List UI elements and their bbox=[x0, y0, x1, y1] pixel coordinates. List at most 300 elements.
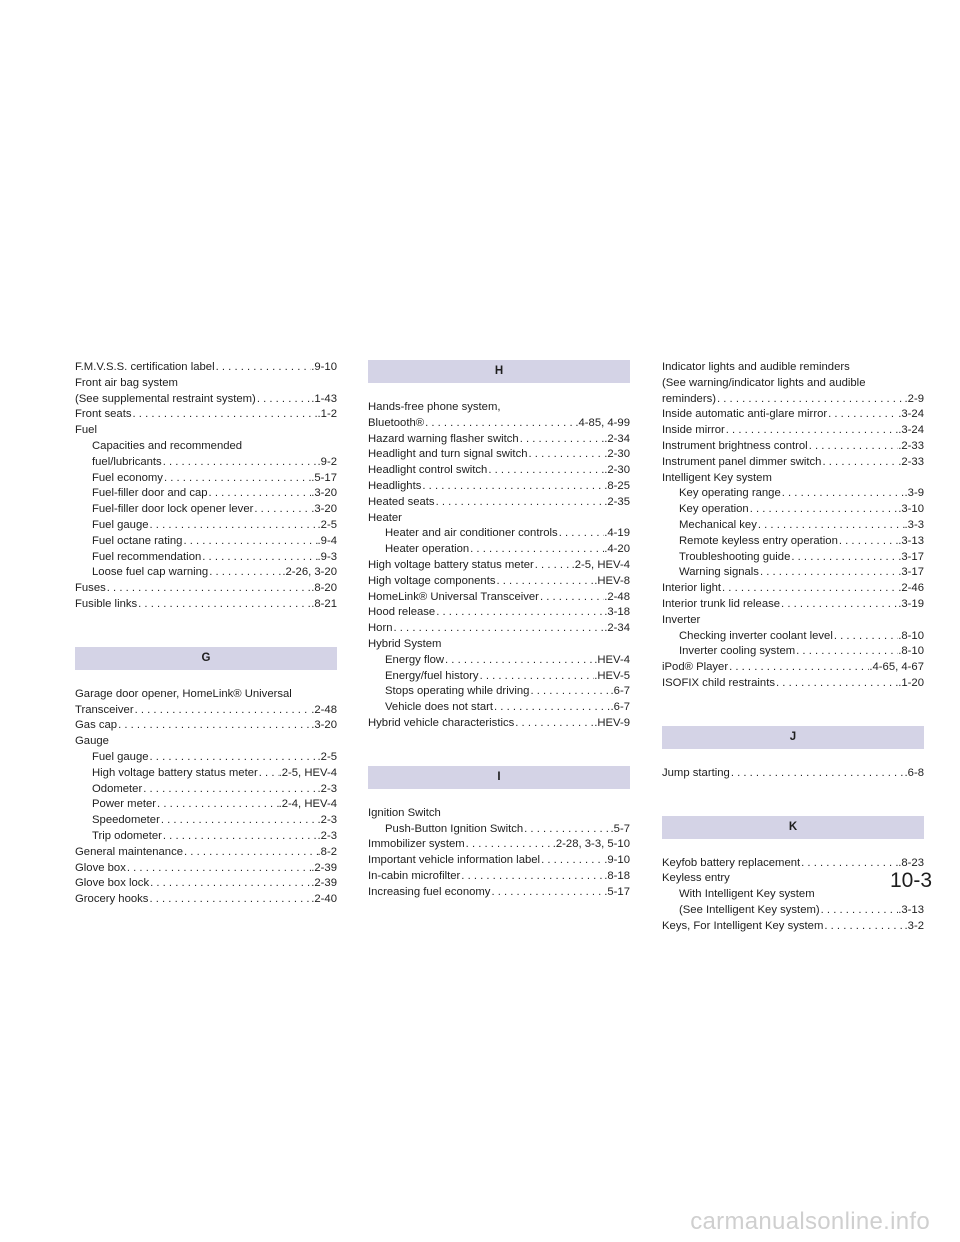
entry-group-h bbox=[368, 400, 630, 732]
entry-page-ref: .HEV-4 bbox=[594, 653, 630, 666]
dot-leader bbox=[132, 407, 318, 423]
entry-term: Fuel octane rating bbox=[92, 534, 183, 547]
dot-leader bbox=[820, 903, 899, 919]
entry-term: Inverter cooling system bbox=[679, 645, 796, 658]
entry-page-ref: .8-21 bbox=[311, 597, 337, 610]
entry-group-i bbox=[368, 806, 630, 901]
dot-leader bbox=[149, 750, 318, 766]
index-entry bbox=[75, 471, 337, 487]
dot-leader bbox=[421, 479, 604, 495]
entry-term: Headlight control switch bbox=[368, 464, 488, 477]
index-entry bbox=[368, 605, 630, 621]
dot-leader bbox=[730, 766, 905, 782]
entry-term: Speedometer bbox=[92, 814, 160, 827]
entry-term: Heater and air conditioner controls bbox=[385, 527, 558, 540]
dot-leader bbox=[780, 597, 898, 613]
entry-page-ref: .1-20 bbox=[898, 676, 924, 689]
entry-term: Fuses bbox=[75, 582, 106, 595]
entry-group-k bbox=[662, 856, 924, 935]
dot-leader bbox=[156, 797, 279, 813]
dot-leader bbox=[795, 644, 898, 660]
dot-leader bbox=[725, 423, 898, 439]
index-entry bbox=[75, 703, 337, 719]
index-entry bbox=[75, 813, 337, 829]
index-entry bbox=[75, 455, 337, 471]
entry-term: Fuel gauge bbox=[92, 518, 149, 531]
entry-page-ref: .2-5 bbox=[317, 518, 337, 531]
dot-leader bbox=[800, 856, 898, 872]
section-heading-h: H bbox=[368, 360, 630, 383]
entry-term: Energy/fuel history bbox=[385, 669, 479, 682]
entry-page-ref: .3-24 bbox=[898, 424, 924, 437]
entry-term: Heater operation bbox=[385, 543, 470, 556]
index-entry bbox=[662, 518, 924, 534]
dot-leader bbox=[163, 471, 311, 487]
dot-leader bbox=[142, 782, 317, 798]
index-entry bbox=[368, 869, 630, 885]
entry-term: Capacities and recommended bbox=[92, 439, 243, 452]
entry-page-ref: .1-2 bbox=[317, 408, 337, 421]
entry-page-ref: .3-3 bbox=[904, 518, 924, 531]
dot-leader bbox=[528, 447, 605, 463]
index-entry bbox=[75, 392, 337, 408]
entry-page-ref: .8-23 bbox=[898, 856, 924, 869]
entry-term: Hybrid vehicle characteristics bbox=[368, 716, 515, 729]
dot-leader bbox=[444, 653, 594, 669]
entry-page-ref: .2-35 bbox=[604, 495, 630, 508]
index-entry bbox=[75, 750, 337, 766]
index-entry bbox=[368, 621, 630, 637]
entry-term: Gas cap bbox=[75, 719, 118, 732]
index-column-3 bbox=[662, 360, 924, 935]
index-entry bbox=[75, 407, 337, 423]
entry-term: Indicator lights and audible reminders bbox=[662, 361, 850, 373]
entry-page-ref: .2-39 bbox=[311, 877, 337, 890]
dot-leader bbox=[162, 455, 318, 471]
entry-term: Garage door opener, HomeLink® Universal bbox=[75, 687, 292, 700]
index-entry bbox=[662, 550, 924, 566]
entry-page-ref: .2-30 bbox=[604, 464, 630, 477]
entry-page-ref: .3-2 bbox=[904, 919, 924, 932]
index-entry bbox=[662, 887, 924, 903]
section-heading-g: G bbox=[75, 647, 337, 670]
dot-leader bbox=[256, 392, 311, 408]
entry-page-ref: .5-17 bbox=[604, 885, 630, 898]
index-entry bbox=[662, 919, 924, 935]
entry-term: Remote keyless entry operation bbox=[679, 534, 838, 547]
entry-page-ref: .2-34 bbox=[604, 622, 630, 635]
index-entry bbox=[368, 853, 630, 869]
dot-leader bbox=[134, 703, 312, 719]
entry-page-ref: .2-34 bbox=[604, 432, 630, 445]
entry-page-ref: .HEV-9 bbox=[594, 716, 630, 729]
entry-term: F.M.V.S.S. certification label bbox=[75, 361, 215, 373]
entry-term: High voltage battery status meter bbox=[368, 558, 534, 571]
entry-term: Keyless entry bbox=[662, 872, 730, 885]
entry-term: Fuel-filler door and cap bbox=[92, 487, 208, 500]
entry-term: Troubleshooting guide bbox=[679, 550, 791, 563]
dot-leader bbox=[424, 416, 575, 432]
entry-term: Hood release bbox=[368, 606, 436, 619]
index-entry bbox=[75, 597, 337, 613]
index-entry bbox=[368, 806, 630, 822]
entry-group-i-continued bbox=[662, 360, 924, 692]
dot-leader bbox=[523, 822, 610, 838]
index-entry bbox=[662, 903, 924, 919]
entry-term: (See Intelligent Key system) bbox=[679, 903, 820, 916]
dot-leader bbox=[435, 605, 604, 621]
dot-leader bbox=[558, 526, 605, 542]
index-entry bbox=[662, 581, 924, 597]
dot-leader bbox=[208, 565, 282, 581]
entry-term: (See warning/indicator lights and audible bbox=[662, 376, 866, 389]
entry-term: Key operation bbox=[679, 503, 749, 516]
dot-leader bbox=[759, 565, 898, 581]
entry-page-ref: .1-43 bbox=[311, 392, 337, 405]
entry-page-ref: .2-33 bbox=[898, 439, 924, 452]
index-entry bbox=[662, 423, 924, 439]
index-entry bbox=[368, 700, 630, 716]
index-entry bbox=[75, 534, 337, 550]
dot-leader bbox=[490, 885, 604, 901]
dot-leader bbox=[775, 676, 898, 692]
entry-term: Bluetooth® bbox=[368, 416, 425, 429]
entry-page-ref: .8-10 bbox=[898, 645, 924, 658]
index-entry bbox=[368, 495, 630, 511]
entry-term: Interior light bbox=[662, 582, 722, 595]
dot-leader bbox=[808, 439, 899, 455]
entry-page-ref: .8-2 bbox=[317, 845, 337, 858]
entry-page-ref: .3-17 bbox=[898, 566, 924, 579]
entry-page-ref: .3-24 bbox=[898, 408, 924, 421]
entry-term: Intelligent Key system bbox=[662, 471, 772, 484]
entry-term: Ignition Switch bbox=[368, 806, 441, 819]
entry-term: Keys, For Intelligent Key system bbox=[662, 919, 824, 932]
entry-page-ref: .3-20 bbox=[311, 487, 337, 500]
entry-term: Fuel-filler door lock opener lever bbox=[92, 503, 254, 516]
entry-page-ref: .HEV-5 bbox=[594, 669, 630, 682]
entry-page-ref: .2-33 bbox=[898, 455, 924, 468]
dot-leader bbox=[519, 432, 605, 448]
index-entry bbox=[662, 629, 924, 645]
index-entry bbox=[662, 660, 924, 676]
section-heading-j: J bbox=[662, 726, 924, 749]
entry-page-ref: .8-25 bbox=[604, 479, 630, 492]
dot-leader bbox=[162, 829, 318, 845]
entry-term: High voltage components bbox=[368, 574, 496, 587]
entry-page-ref: .2-5 bbox=[317, 750, 337, 763]
entry-page-ref: .6-7 bbox=[610, 701, 630, 714]
entry-term: Warning signals bbox=[679, 566, 759, 579]
entry-page-ref: .9-3 bbox=[317, 550, 337, 563]
dot-leader bbox=[838, 534, 898, 550]
dot-leader bbox=[215, 360, 312, 376]
index-entry bbox=[75, 718, 337, 734]
index-entry bbox=[75, 892, 337, 908]
dot-leader bbox=[721, 581, 898, 597]
dot-leader bbox=[160, 813, 318, 829]
index-entry bbox=[368, 574, 630, 590]
entry-page-ref: .9-2 bbox=[317, 455, 337, 468]
entry-term: Fuel bbox=[75, 424, 97, 437]
dot-leader bbox=[149, 518, 318, 534]
index-entry bbox=[662, 486, 924, 502]
entry-page-ref: .4-65, 4-67 bbox=[869, 661, 924, 674]
entry-page-ref: .2-30 bbox=[604, 448, 630, 461]
dot-leader bbox=[469, 542, 604, 558]
index-entry bbox=[75, 782, 337, 798]
entry-page-ref: .4-20 bbox=[604, 543, 630, 556]
entry-term: Checking inverter coolant level bbox=[679, 629, 833, 642]
entry-page-ref: .2-26, 3-20 bbox=[282, 566, 337, 579]
index-entry bbox=[368, 558, 630, 574]
watermark: carmanualsonline.info bbox=[690, 1208, 930, 1235]
entry-term: Inside automatic anti-glare mirror bbox=[662, 408, 828, 421]
entry-page-ref: .3-13 bbox=[898, 903, 924, 916]
index-entry bbox=[368, 526, 630, 542]
index-entry bbox=[662, 676, 924, 692]
index-entry bbox=[368, 653, 630, 669]
entry-term: Glove box bbox=[75, 861, 126, 874]
entry-term: Inverter bbox=[662, 613, 701, 626]
index-entry bbox=[368, 590, 630, 606]
entry-page-ref: .8-20 bbox=[311, 582, 337, 595]
entry-term: Vehicle does not start bbox=[385, 701, 494, 714]
entry-term: HomeLink® Universal Transceiver bbox=[368, 590, 539, 603]
dot-leader bbox=[258, 766, 279, 782]
dot-leader bbox=[117, 718, 311, 734]
entry-group-f bbox=[75, 360, 337, 613]
index-entry bbox=[662, 455, 924, 471]
entry-term: Fuel economy bbox=[92, 471, 163, 484]
entry-page-ref: .3-13 bbox=[898, 534, 924, 547]
index-entry bbox=[662, 534, 924, 550]
index-entry bbox=[368, 669, 630, 685]
index-entry bbox=[662, 360, 924, 376]
page-number: 10-3 bbox=[889, 869, 932, 892]
entry-term: Mechanical key bbox=[679, 518, 757, 531]
index-entry bbox=[662, 871, 924, 887]
entry-page-ref: .5-17 bbox=[311, 471, 337, 484]
entry-page-ref: .3-9 bbox=[904, 487, 924, 500]
dot-leader bbox=[479, 669, 595, 685]
entry-term: ISOFIX child restraints bbox=[662, 676, 776, 689]
entry-page-ref: .2-39 bbox=[311, 861, 337, 874]
index-entry bbox=[75, 845, 337, 861]
index-entry bbox=[75, 581, 337, 597]
entry-page-ref: .8-10 bbox=[898, 629, 924, 642]
index-entry bbox=[75, 502, 337, 518]
index-entry bbox=[75, 687, 337, 703]
index-entry bbox=[662, 644, 924, 660]
entry-term: Transceiver bbox=[75, 703, 134, 716]
entry-term: Jump starting bbox=[662, 766, 730, 779]
index-entry bbox=[662, 766, 924, 782]
index-entry bbox=[75, 876, 337, 892]
dot-leader bbox=[137, 597, 311, 613]
dot-leader bbox=[148, 892, 311, 908]
entry-page-ref: .3-10 bbox=[898, 503, 924, 516]
entry-term: Hazard warning flasher switch bbox=[368, 432, 519, 445]
entry-term: Immobilizer system bbox=[368, 838, 465, 851]
entry-page-ref: .2-4, HEV-4 bbox=[278, 798, 337, 811]
entry-page-ref: .2-40 bbox=[311, 893, 337, 906]
entry-term: Inside mirror bbox=[662, 424, 725, 437]
entry-term: Keyfob battery replacement bbox=[662, 856, 801, 869]
index-entry bbox=[662, 856, 924, 872]
entry-page-ref: .4-85, 4-99 bbox=[575, 416, 630, 429]
dot-leader bbox=[514, 716, 594, 732]
index-entry bbox=[75, 360, 337, 376]
index-entry bbox=[75, 829, 337, 845]
index-column-2 bbox=[368, 360, 630, 901]
index-entry bbox=[368, 637, 630, 653]
dot-leader bbox=[749, 502, 899, 518]
entry-group-g bbox=[75, 687, 337, 908]
dot-leader bbox=[540, 853, 604, 869]
entry-term: Headlight and turn signal switch bbox=[368, 448, 528, 461]
entry-page-ref: .HEV-8 bbox=[594, 574, 630, 587]
entry-term: Fuel gauge bbox=[92, 750, 149, 763]
index-entry bbox=[368, 447, 630, 463]
dot-leader bbox=[126, 861, 311, 877]
index-entry bbox=[75, 439, 337, 455]
dot-leader bbox=[821, 455, 898, 471]
index-entry bbox=[368, 684, 630, 700]
entry-page-ref: .2-5, HEV-4 bbox=[571, 558, 630, 571]
entry-page-ref: .6-8 bbox=[904, 766, 924, 779]
entry-page-ref: .3-17 bbox=[898, 550, 924, 563]
dot-leader bbox=[495, 574, 594, 590]
index-entry bbox=[75, 861, 337, 877]
entry-term: Grocery hooks bbox=[75, 893, 149, 906]
index-entry bbox=[75, 565, 337, 581]
dot-leader bbox=[253, 502, 311, 518]
entry-page-ref: .2-48 bbox=[311, 703, 337, 716]
dot-leader bbox=[728, 660, 869, 676]
dot-leader bbox=[435, 495, 605, 511]
index-entry bbox=[75, 766, 337, 782]
entry-term: Fuel recommendation bbox=[92, 550, 202, 563]
entry-term: Interior trunk lid release bbox=[662, 597, 781, 610]
index-entry bbox=[75, 518, 337, 534]
entry-term: Increasing fuel economy bbox=[368, 885, 491, 898]
dot-leader bbox=[529, 684, 610, 700]
dot-leader bbox=[539, 590, 604, 606]
index-entry bbox=[75, 423, 337, 439]
entry-term: General maintenance bbox=[75, 845, 184, 858]
dot-leader bbox=[757, 518, 905, 534]
index-entry bbox=[75, 797, 337, 813]
dot-leader bbox=[833, 629, 898, 645]
entry-page-ref: .9-10 bbox=[311, 361, 337, 373]
dot-leader bbox=[487, 463, 604, 479]
entry-page-ref: .9-4 bbox=[317, 534, 337, 547]
entry-term: Instrument panel dimmer switch bbox=[662, 455, 822, 468]
dot-leader bbox=[716, 392, 905, 408]
entry-term: Heater bbox=[368, 511, 402, 524]
dot-leader bbox=[393, 621, 605, 637]
dot-leader bbox=[182, 534, 317, 550]
index-entry bbox=[662, 471, 924, 487]
dot-leader bbox=[790, 550, 898, 566]
entry-page-ref: .3-19 bbox=[898, 597, 924, 610]
entry-page-ref: .4-19 bbox=[604, 527, 630, 540]
dot-leader bbox=[827, 407, 898, 423]
entry-term: Energy flow bbox=[385, 653, 445, 666]
entry-term: Odometer bbox=[92, 782, 143, 795]
index-entry bbox=[662, 407, 924, 423]
entry-page-ref: .2-46 bbox=[898, 582, 924, 595]
dot-leader bbox=[465, 837, 553, 853]
index-entry bbox=[75, 376, 337, 392]
index-entry bbox=[662, 565, 924, 581]
index-entry bbox=[368, 400, 630, 416]
index-entry bbox=[662, 392, 924, 408]
entry-page-ref: .2-9 bbox=[904, 392, 924, 405]
entry-term: Instrument brightness control bbox=[662, 439, 808, 452]
index-entry bbox=[75, 734, 337, 750]
entry-term: Front air bag system bbox=[75, 376, 178, 389]
section-heading-i: I bbox=[368, 766, 630, 789]
entry-term: Important vehicle information label bbox=[368, 854, 541, 867]
entry-term: iPod® Player bbox=[662, 661, 729, 674]
entry-term: Hybrid System bbox=[368, 637, 442, 650]
entry-page-ref: .2-3 bbox=[317, 814, 337, 827]
dot-leader bbox=[493, 700, 611, 716]
index-entry bbox=[662, 376, 924, 392]
entry-page-ref: .2-28, 3-3, 5-10 bbox=[552, 838, 630, 851]
entry-term: Key operating range bbox=[679, 487, 781, 500]
index-entry bbox=[368, 511, 630, 527]
index-entry bbox=[662, 597, 924, 613]
entry-page-ref: .2-48 bbox=[604, 590, 630, 603]
dot-leader bbox=[534, 558, 572, 574]
entry-term: Front seats bbox=[75, 408, 132, 421]
entry-term: High voltage battery status meter bbox=[92, 766, 258, 779]
dot-leader bbox=[781, 486, 905, 502]
entry-group-j bbox=[662, 766, 924, 782]
entry-term: reminders) bbox=[662, 392, 716, 405]
entry-page-ref: .9-10 bbox=[604, 854, 630, 867]
index-entry bbox=[368, 542, 630, 558]
entry-page-ref: .5-7 bbox=[610, 822, 630, 835]
section-heading-k: K bbox=[662, 816, 924, 839]
index-entry bbox=[368, 837, 630, 853]
entry-term: fuel/lubricants bbox=[92, 455, 162, 468]
entry-term: Push-Button Ignition Switch bbox=[385, 822, 524, 835]
dot-leader bbox=[460, 869, 604, 885]
entry-page-ref: .2-5, HEV-4 bbox=[278, 766, 337, 779]
dot-leader bbox=[208, 486, 312, 502]
entry-term: Stops operating while driving bbox=[385, 685, 530, 698]
index-entry bbox=[368, 432, 630, 448]
entry-term: Heated seats bbox=[368, 495, 435, 508]
entry-term: Fusible links bbox=[75, 597, 138, 610]
dot-leader bbox=[201, 550, 317, 566]
entry-term: Horn bbox=[368, 622, 393, 635]
index-entry bbox=[368, 416, 630, 432]
index-entry bbox=[75, 486, 337, 502]
entry-page-ref: .3-18 bbox=[604, 606, 630, 619]
dot-leader bbox=[106, 581, 311, 597]
entry-term: In-cabin microfilter bbox=[368, 869, 461, 882]
index-entry bbox=[368, 716, 630, 732]
entry-page-ref: .2-3 bbox=[317, 782, 337, 795]
index-entry bbox=[662, 502, 924, 518]
index-entry bbox=[75, 550, 337, 566]
dot-leader bbox=[149, 876, 311, 892]
